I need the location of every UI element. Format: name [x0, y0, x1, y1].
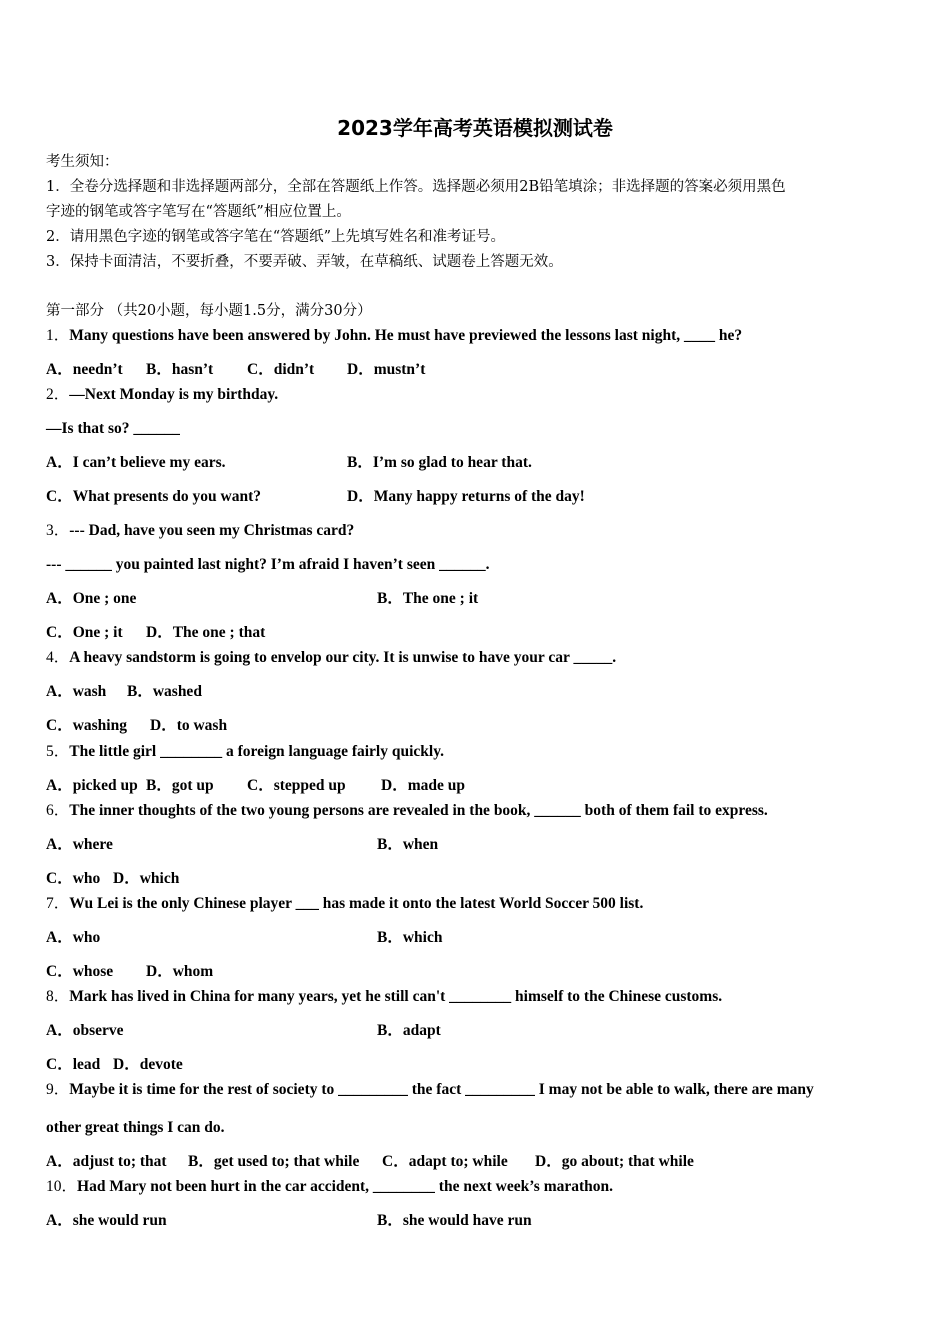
notice-item: 2．请用黑色字迹的钢笔或答字笔在“答题纸”上先填写姓名和准考证号。 [46, 229, 506, 245]
question-number: 10． [46, 1178, 78, 1195]
option-b[interactable]: B．she would have run [377, 1212, 532, 1229]
option-a[interactable]: A．One ; one [46, 590, 137, 607]
question-number: 4． [46, 649, 70, 666]
option-c[interactable]: C．who [46, 870, 101, 887]
option-d[interactable]: D．to wash [150, 717, 228, 734]
option-d[interactable]: D．made up [381, 777, 465, 794]
notice-heading: 考生须知： [46, 154, 119, 170]
question-stem: The inner thoughts of the two young persons are revealed in the book, ______ both of them fail to express. [69, 802, 768, 819]
option-a[interactable]: A．I can’t believe my ears. [46, 454, 226, 471]
question-stem: —Next Monday is my birthday. [69, 386, 279, 403]
notice-item: 3．保持卡面清洁，不要折叠，不要弄破、弄皱，在草稿纸、试题卷上答题无效。 [46, 254, 563, 270]
notice-item: 1．全卷分选择题和非选择题两部分，全部在答题纸上作答。选择题必须用2B铅笔填涂；非选择题的答案必须用黑色 [46, 179, 786, 195]
option-b[interactable]: B．when [377, 836, 439, 853]
question-number: 5． [46, 743, 70, 760]
option-d[interactable]: D．Many happy returns of the day! [347, 488, 585, 505]
notice-item: 字迹的钢笔或答字笔写在“答题纸”相应位置上。 [46, 204, 351, 220]
option-d[interactable]: D．go about; that while [535, 1153, 694, 1170]
question-8 [46, 987, 722, 1007]
question-number: 1． [46, 327, 70, 344]
option-b[interactable]: B．get used to; that while [188, 1153, 360, 1170]
question-3 [46, 521, 354, 541]
option-b[interactable]: B．I’m so glad to hear that. [347, 454, 532, 471]
question-6 [46, 801, 768, 821]
question-stem: --- Dad, have you seen my Christmas card? [69, 522, 355, 539]
option-b[interactable]: B．washed [127, 683, 202, 700]
option-d[interactable]: D．whom [146, 963, 214, 980]
option-c[interactable]: C．lead [46, 1056, 101, 1073]
question-stem: A heavy sandstorm is going to envelop our city. It is unwise to have your car _____. [69, 649, 617, 666]
option-a[interactable]: A．where [46, 836, 113, 853]
question-7 [46, 894, 643, 914]
question-stem: Maybe it is time for the rest of society to _________ the fact _________ I may not be able to walk, there are many [69, 1081, 814, 1098]
question-stem: Had Mary not been hurt in the car accident, ________ the next week’s marathon. [77, 1178, 614, 1195]
question-stem-continued: —Is that so? ______ [46, 420, 180, 437]
option-a[interactable]: A．picked up [46, 777, 138, 794]
option-a[interactable]: A．wash [46, 683, 107, 700]
section-heading: 第一部分 （共20小题，每小题1.5分，满分30分） [46, 303, 372, 319]
question-number: 7． [46, 895, 70, 912]
option-a[interactable]: A．she would run [46, 1212, 167, 1229]
option-b[interactable]: B．got up [146, 777, 214, 794]
option-c[interactable]: C．didn’t [247, 361, 315, 378]
option-b[interactable]: B．The one ; it [377, 590, 479, 607]
option-c[interactable]: C．washing [46, 717, 127, 734]
question-number: 3． [46, 522, 70, 539]
question-1 [46, 326, 742, 346]
option-c[interactable]: C．One ; it [46, 624, 123, 641]
question-stem: Wu Lei is the only Chinese player ___ has made it onto the latest World Soccer 500 list. [69, 895, 644, 912]
option-b[interactable]: B．hasn’t [146, 361, 214, 378]
page-title: 2023学年高考英语模拟测试卷 [337, 116, 613, 140]
option-d[interactable]: D．which [113, 870, 180, 887]
option-d[interactable]: D．mustn’t [347, 361, 426, 378]
option-a[interactable]: A．who [46, 929, 101, 946]
question-stem: Mark has lived in China for many years, yet he still can't ________ himself to the Chinese customs. [69, 988, 723, 1005]
question-number: 2． [46, 386, 70, 403]
option-d[interactable]: D．The one ; that [146, 624, 266, 641]
question-stem-continued: --- ______ you painted last night? I’m afraid I haven’t seen ______. [46, 556, 490, 573]
question-stem: The little girl ________ a foreign language fairly quickly. [69, 743, 444, 760]
question-number: 8． [46, 988, 70, 1005]
question-5 [46, 742, 444, 762]
option-b[interactable]: B．which [377, 929, 443, 946]
question-stem: Many questions have been answered by John. He must have previewed the lessons last night, ____ he? [69, 327, 743, 344]
question-2 [46, 385, 278, 405]
option-d[interactable]: D．devote [113, 1056, 183, 1073]
question-number: 9． [46, 1081, 70, 1098]
option-c[interactable]: C．whose [46, 963, 114, 980]
option-a[interactable]: A．needn’t [46, 361, 123, 378]
option-b[interactable]: B．adapt [377, 1022, 441, 1039]
option-c[interactable]: C．adapt to; while [382, 1153, 508, 1170]
question-4 [46, 648, 616, 668]
option-c[interactable]: C．What presents do you want? [46, 488, 262, 505]
question-number: 6． [46, 802, 70, 819]
option-a[interactable]: A．observe [46, 1022, 124, 1039]
question-stem-continued: other great things I can do. [46, 1119, 225, 1136]
option-c[interactable]: C．stepped up [247, 777, 346, 794]
question-10 [46, 1177, 613, 1197]
option-a[interactable]: A．adjust to; that [46, 1153, 167, 1170]
question-9 [46, 1080, 814, 1100]
